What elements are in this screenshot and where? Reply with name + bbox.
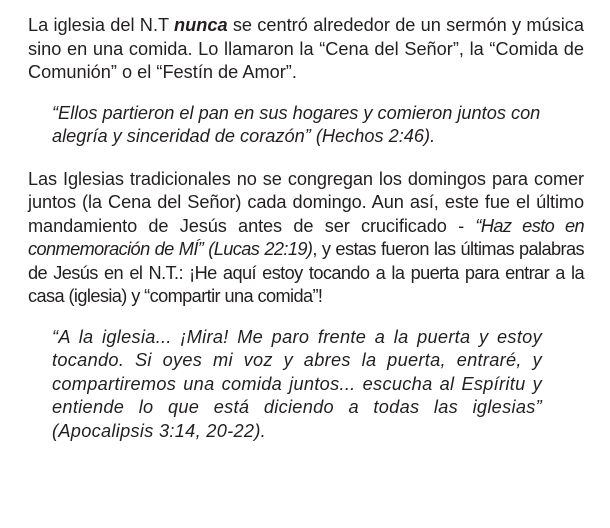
paragraph-1-start: La iglesia del N.T: [28, 15, 175, 35]
paragraph-2-start: Las Iglesias tradicionales no se congregan los domingos para comer juntos (la Cena del Señor) cada domingo. Aun así, este fue el último mandamiento de Jesús antes de ser crucificado -: [28, 168, 584, 236]
paragraph-1-rest: se centró alrededor de un sermón y música sino en una comida. Lo llamaron la “Cena del Señor”, la “Comida de Comunión” o el “Festín de Amor”.: [28, 15, 584, 82]
paragraph-1: [28, 14, 584, 85]
emphasis-nunca: nunca: [174, 15, 228, 35]
paragraph-2-rest: , y estas fueron las últimas palabras de Jesús en el N.T.: ¡He aquí estoy tocando a la puerta para entrar a la casa (iglesia) y “compartir una comida”!: [28, 239, 584, 306]
quote-lucas: “Haz esto en conmemoración de MÍ” (Lucas 22:19): [28, 215, 584, 259]
paragraph-2: [28, 168, 584, 309]
quote-hechos: “Ellos partieron el pan en sus hogares y comieron juntos con alegría y sinceridad de corazón” (Hechos 2:46).: [52, 102, 541, 146]
quote-apocalipsis: “A la iglesia... ¡Mira! Me paro frente a la puerta y estoy tocando. Si oyes mi voz y abres la puerta, entraré, y compartiremos una comida juntos... escucha al Espíritu y entiende lo que está diciendo a todas las iglesias” (Apocalipsis 3:14, 20-22).: [52, 326, 542, 441]
document-page: [28, 14, 584, 443]
